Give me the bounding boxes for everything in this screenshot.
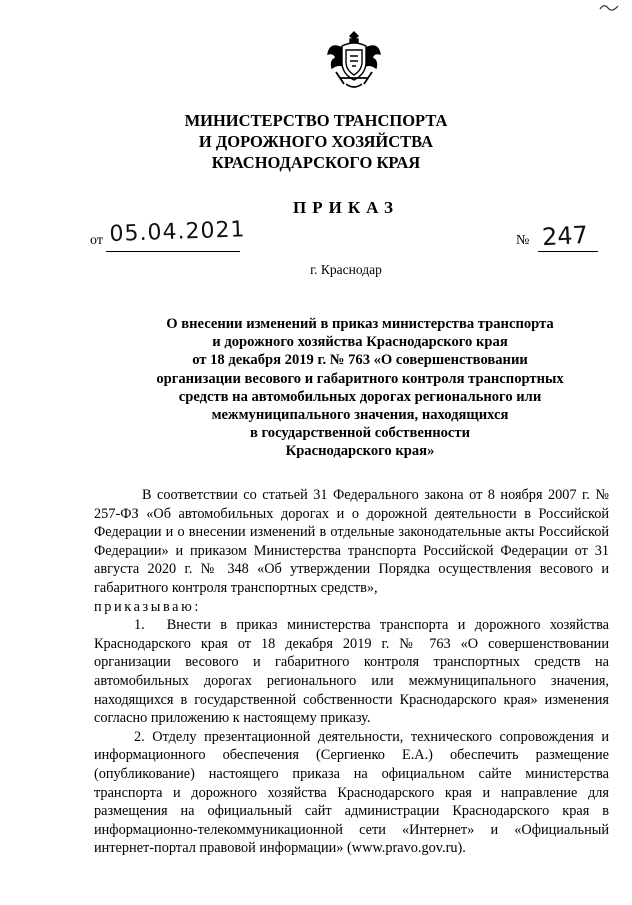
order-body [94, 486, 609, 858]
order-subject [90, 315, 630, 461]
intro-paragraph: В соответствии со статьей 31 Федерального закона от 8 ноября 2007 г. № 257-ФЗ «Об автомобильных дорогах и о дорожной деятельности в Российской Федерации и о внесении изменений в отдельные законодательные акты Российской Федерации» и приказом Министерства транспорта Российской Федерации от 31 августа 2020 г. № 348 «Об утверждении Порядка осуществления весового и габаритного контроля транспортных средств», [94, 487, 609, 596]
ministry-line-3: КРАСНОДАРСКОГО КРАЯ [211, 153, 421, 172]
number-prefix: № [516, 233, 530, 248]
date-prefix: от [90, 233, 103, 248]
ministry-line-1: МИНИСТЕРСТВО ТРАНСПОРТА [184, 111, 448, 130]
number-handwritten: 247 [541, 220, 589, 252]
subject-line-1: О внесении изменений в приказ министерства транспорта [166, 316, 554, 332]
subject-line-3: от 18 декабря 2019 г. № 763 «О совершенствовании [192, 352, 528, 369]
item-1-paragraph [94, 616, 609, 728]
date-underline [106, 251, 240, 252]
city: г. Краснодар [310, 262, 382, 277]
item-1-number: 1. [134, 617, 145, 634]
number-underline [538, 251, 598, 252]
corner-mark-icon [598, 2, 620, 12]
subject-line-2: и дорожного хозяйства Краснодарского края [212, 334, 508, 351]
item-2-paragraph: 2. Отделу презентационной деятельности, технического сопровождения и информационного обеспечения (Сергиенко Е.А.) обеспечить размещение (опубликование) настоящего приказа на официальном сайте министерства транспорта и дорожного хозяйства Краснодарского края и направление для размещения на официальный сайт администрации Краснодарского края в информационно-телекоммуникационной сети «Интернет» и «Официальный интернет-портал правовой информации» (www.pravo.gov.ru). [94, 728, 609, 857]
coat-of-arms-icon [322, 28, 386, 92]
date-handwritten: 05.04.2021 [109, 217, 246, 247]
ministry-name [0, 110, 632, 173]
order-date [90, 217, 310, 254]
item-1-text: Внести в приказ министерства транспорта и дорожного хозяйства Краснодарского края от 18 декабря 2019 г. № 763 «О совершенствовании организации весового и габаритного контроля транспортных средств на автомобильных дорогах регионального или межмуниципального значения, находящихся в государственной собственности Краснодарского края» изменения согласно приложению к настоящему приказу. [94, 617, 609, 727]
subject-line-8: Краснодарского края» [285, 443, 435, 460]
subject-line-7: в государственной собственности [250, 425, 470, 442]
ministry-line-2: И ДОРОЖНОГО ХОЗЯЙСТВА [198, 132, 434, 151]
subject-line-4: организации весового и габаритного контроля транспортных [156, 370, 564, 387]
order-number [516, 222, 616, 254]
decree-word: приказываю: [94, 598, 201, 615]
order-title: ПРИКАЗ [293, 198, 399, 217]
subject-line-6: межмуниципального значения, находящихся [211, 407, 509, 424]
subject-line-5: средств на автомобильных дорогах регионального или [178, 388, 542, 405]
